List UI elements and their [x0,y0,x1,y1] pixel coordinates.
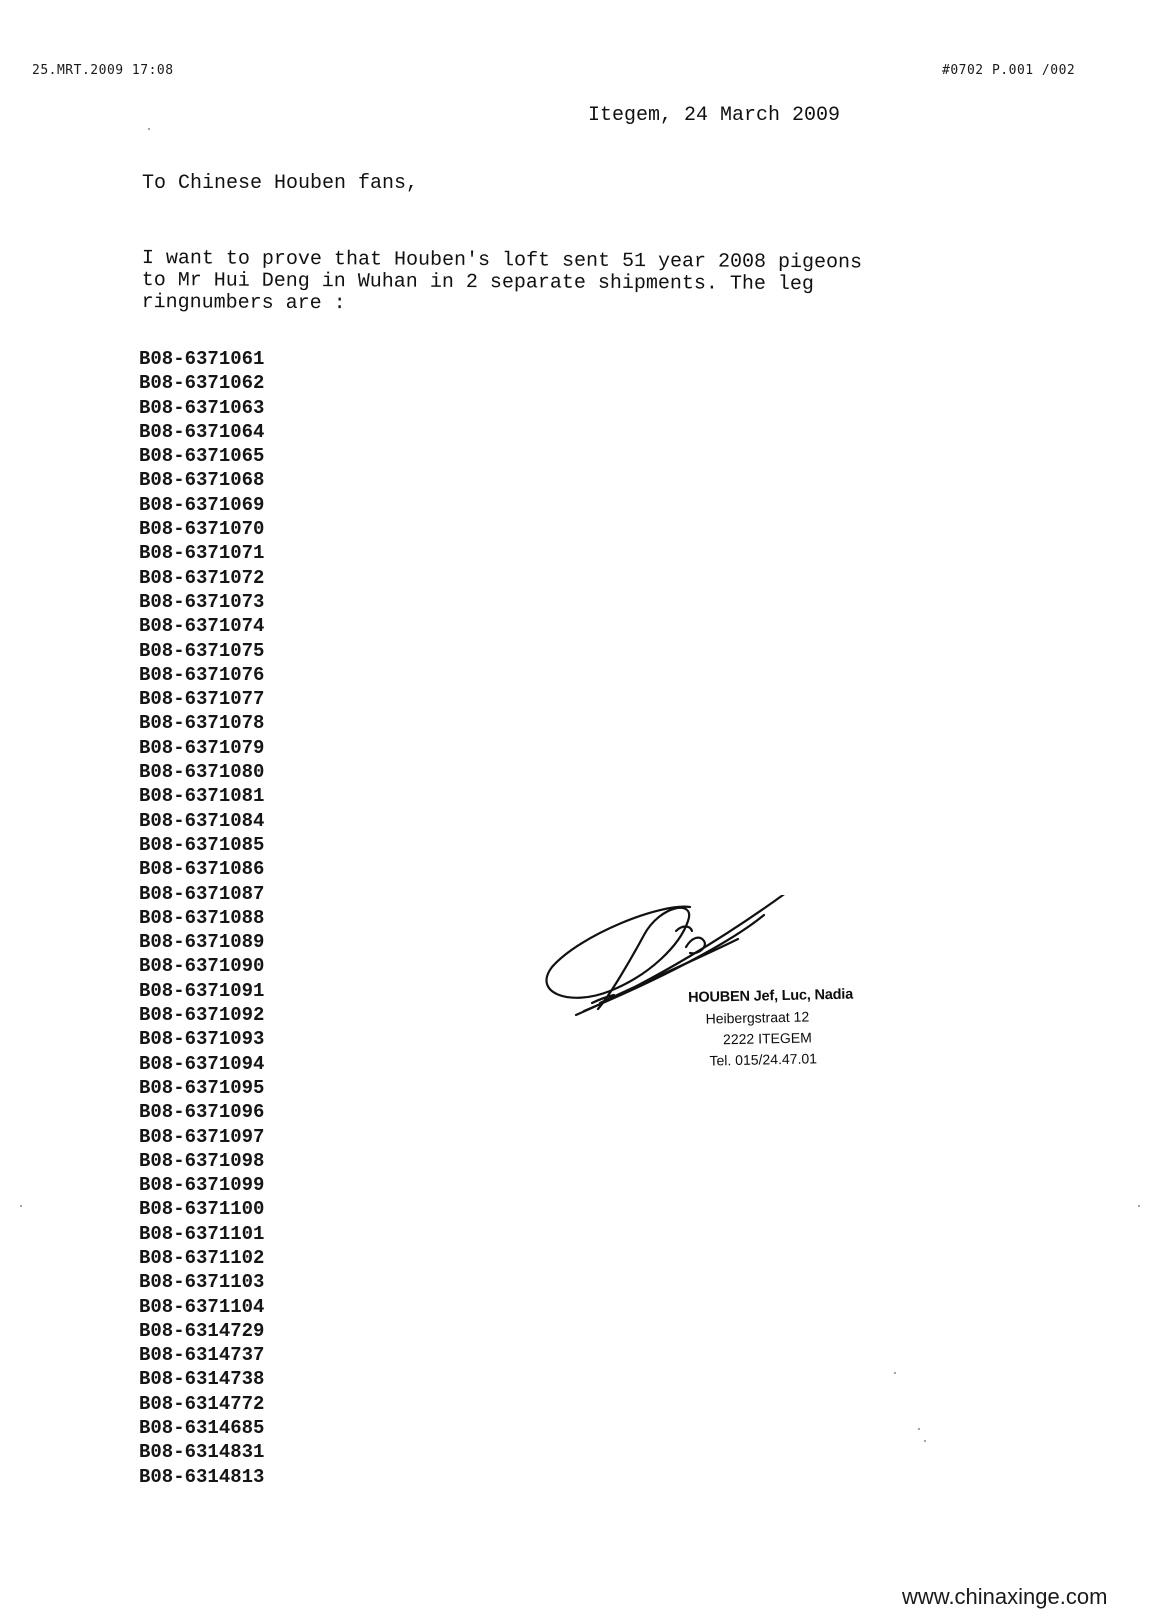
ring-number-item: B08-6371063 [139,396,265,419]
ring-number-item: B08-6371094 [139,1052,265,1075]
stamp-name: HOUBEN Jef, Luc, Nadia [688,986,854,1006]
ring-number-item: B08-6371061 [139,348,265,370]
ring-number-item: B08-6371074 [139,615,265,638]
fax-page-number: #0702 P.001 /002 [942,63,1076,78]
fax-timestamp: 25.MRT.2009 17:08 [32,63,174,78]
letter-body-line: ringnumbers are : [141,290,346,316]
ring-number-item: B08-6371092 [139,1004,265,1027]
stamp-street: Heibergstraat 12 [705,1008,810,1027]
letter-body-line: to Mr Hui Deng in Wuhan in 2 separate shipments. The leg [141,268,814,297]
letter-body [142,248,1002,319]
ring-number-item: B08-6371069 [139,493,265,516]
ring-number-item: B08-6371076 [139,663,265,686]
ring-number-item: B08-6314737 [139,1344,265,1367]
ring-number-item: B08-6371070 [139,518,265,541]
ring-number-item: B08-6314729 [139,1319,265,1342]
ring-number-item: B08-6371099 [139,1174,265,1197]
ring-number-item: B08-6314831 [139,1441,265,1464]
ring-number-item: B08-6371102 [139,1246,265,1269]
letter-date: Itegem, 24 March 2009 [588,104,841,127]
ring-number-item: B08-6314772 [139,1392,265,1415]
ring-number-item: B08-6371079 [139,736,265,759]
scan-speck [20,1205,22,1207]
ring-number-list [139,347,264,1489]
stamp-phone: Tel. 015/24.47.01 [709,1050,818,1069]
stamp-city: 2222 ITEGEM [722,1029,812,1048]
ring-number-item: B08-6371089 [139,931,265,954]
ring-number-item: B08-6371071 [139,542,265,565]
ring-number-item: B08-6371103 [139,1271,265,1294]
ring-number-item: B08-6371093 [139,1028,265,1051]
ring-number-item: B08-6371100 [139,1198,265,1221]
ring-number-item: B08-6371091 [139,979,265,1002]
ring-number-item: B08-6371097 [139,1125,265,1148]
ring-number-item: B08-6371104 [139,1295,265,1318]
ring-number-item: B08-6371073 [139,590,265,613]
ring-number-item: B08-6314813 [139,1465,265,1488]
ring-number-item: B08-6371072 [139,566,265,589]
scan-speck [924,1440,926,1442]
scan-speck [148,128,150,130]
ring-number-item: B08-6371086 [139,858,265,881]
letter-salutation: To Chinese Houben fans, [142,172,419,195]
scan-speck [1138,1205,1140,1207]
scan-speck [918,1428,920,1430]
ring-number-item: B08-6371084 [139,809,265,832]
ring-number-item: B08-6371078 [139,712,265,735]
ring-number-item: B08-6314685 [139,1417,265,1440]
ring-number-item: B08-6371098 [139,1149,265,1172]
ring-number-item: B08-6371065 [139,445,265,468]
scan-speck [894,1372,896,1374]
ring-number-item: B08-6371075 [139,639,265,662]
ring-number-item: B08-6371088 [139,906,265,929]
ring-number-item: B08-6371064 [139,420,265,443]
ring-number-item: B08-6371077 [139,688,265,711]
letter-body-line: I want to prove that Houben's loft sent 51 year 2008 pigeons [141,247,863,275]
ring-number-item: B08-6371095 [139,1076,265,1099]
ring-number-item: B08-6371068 [139,469,265,492]
ring-number-item: B08-6371087 [139,882,265,905]
ring-number-item: B08-6371101 [139,1222,265,1245]
address-stamp [688,985,855,1072]
website-watermark: www.chinaxinge.com [902,1584,1108,1609]
ring-number-item: B08-6314738 [139,1368,265,1391]
ring-number-item: B08-6371090 [139,955,265,978]
ring-number-item: B08-6371062 [139,372,265,395]
ring-number-item: B08-6371096 [139,1101,265,1124]
ring-number-item: B08-6371085 [139,833,265,856]
ring-number-item: B08-6371081 [139,785,265,808]
ring-number-item: B08-6371080 [139,761,265,784]
